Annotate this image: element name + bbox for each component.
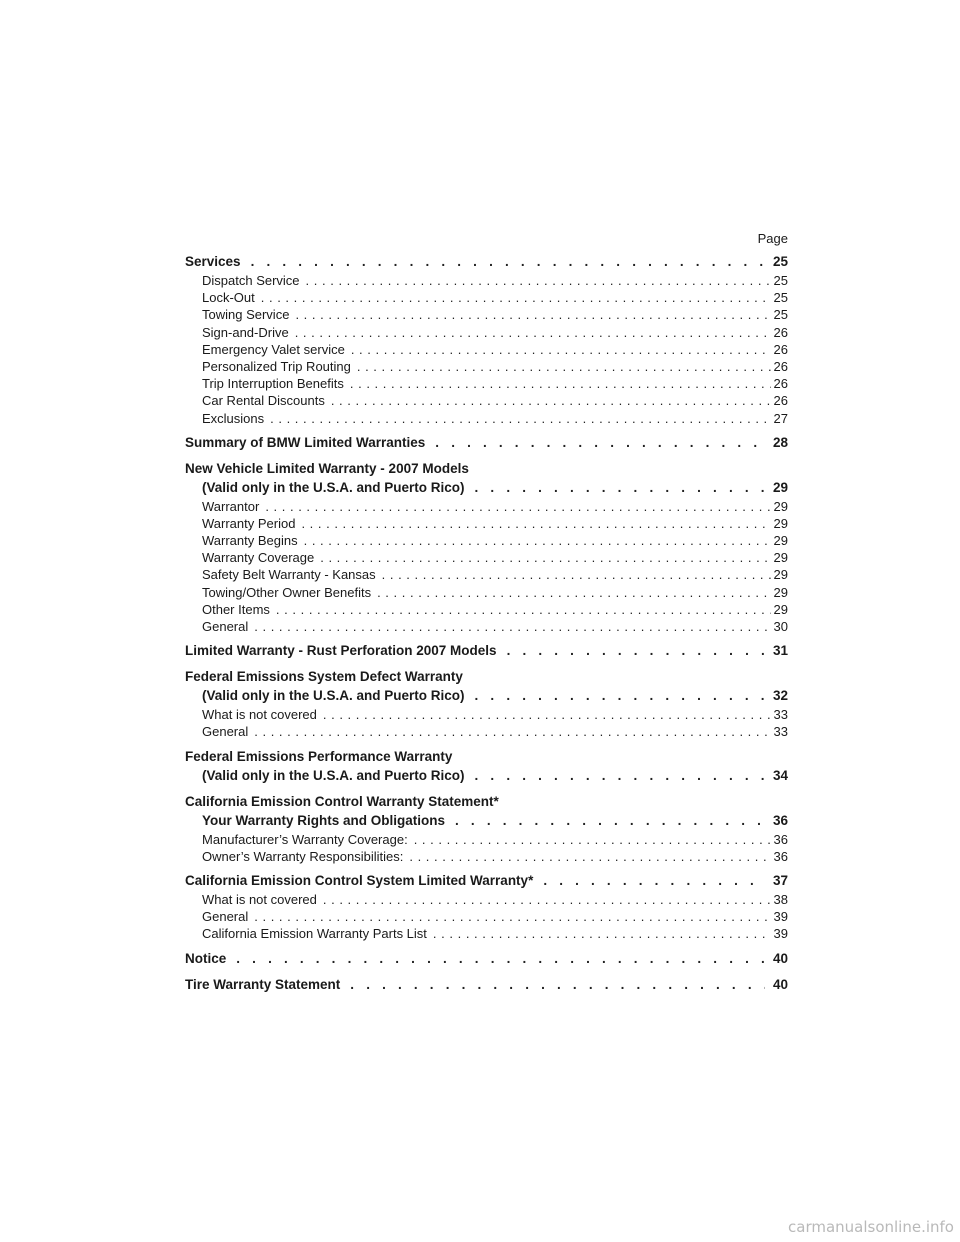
toc-subentry-title: General [202,619,249,634]
toc-page-number: 33 [773,724,788,740]
toc-subentry[interactable] [185,516,788,533]
dot-leader [475,688,765,703]
toc-entry-title: Tire Warranty Statement [185,976,341,992]
toc-subentry-title: What is not covered [202,891,317,907]
toc-subentry-title: Sign-and-Drive [202,324,289,340]
toc-page-number: 25 [773,307,788,323]
toc-entry-title: Your Warranty Rights and Obligations [202,812,446,828]
dot-leader [435,435,765,450]
dot-leader [433,926,771,941]
toc-page-number: 40 [772,976,788,992]
table-of-contents [185,254,788,996]
toc-entry-services[interactable] [185,254,788,273]
toc-entry-california-system[interactable] [185,873,788,892]
toc-page-number: 29 [773,515,788,531]
toc-subentry[interactable] [185,567,788,584]
dot-leader [414,832,771,847]
toc-page-number: 28 [772,434,788,450]
dot-leader [254,909,770,924]
toc-entry-title: (Valid only in the U.S.A. and Puerto Rico) [202,479,465,495]
toc-page-number: 29 [773,601,788,617]
toc-subentry-title: Exclusions [202,410,265,426]
toc-subentry-title: Warranty Coverage [202,550,315,566]
toc-subentry[interactable] [185,909,788,926]
toc-subentry[interactable] [185,393,788,410]
toc-entry-federal-defect[interactable] [185,688,788,707]
toc-subentry-title: Towing Service [202,307,290,323]
toc-page-number: 36 [773,848,788,864]
toc-page-number: 33 [773,707,788,723]
toc-page-number: 25 [773,290,788,306]
toc-subentry[interactable] [185,325,788,342]
toc-subentry-title: Trip Interruption Benefits [202,376,344,392]
toc-page-number: 27 [773,410,788,426]
toc-subentry-title: General [202,909,249,925]
dot-leader [323,707,771,722]
toc-page-number: 26 [773,341,788,357]
toc-entry-tire-warranty[interactable] [185,977,788,996]
dot-leader [276,602,771,617]
dot-leader [350,376,771,391]
toc-page-number: 39 [773,926,788,942]
toc-entry-title: (Valid only in the U.S.A. and Puerto Rico) [202,688,465,704]
toc-page-number: 29 [773,584,788,600]
page-column-label: Page [757,231,788,246]
toc-subentry[interactable] [185,724,788,741]
toc-page-number: 25 [773,273,788,288]
toc-page-number: 26 [773,393,788,409]
toc-entry-title: Notice [185,950,227,966]
dot-leader [507,643,765,658]
toc-page-number: 32 [772,688,788,704]
dot-leader [377,585,770,600]
toc-page-number: 29 [773,567,788,583]
dot-leader [270,411,770,426]
toc-page-number: 36 [772,812,788,828]
toc-page-number: 30 [773,619,788,634]
toc-subentry-title: Safety Belt Warranty - Kansas [202,567,376,583]
toc-entry-rust-perforation[interactable] [185,643,788,662]
section-gap [185,944,788,951]
dot-leader [304,533,771,548]
toc-page-number: 31 [772,643,788,659]
section-gap [185,742,788,749]
section-gap [185,454,788,461]
dot-leader [350,977,765,992]
toc-entry-title: (Valid only in the U.S.A. and Puerto Rico) [202,767,465,783]
dot-leader [475,480,765,495]
toc-subentry[interactable] [185,550,788,567]
dot-leader [475,768,765,783]
toc-entry-federal-defect-heading: Federal Emissions System Defect Warranty [185,669,463,685]
toc-page-number: 29 [773,550,788,566]
dot-leader [295,307,770,322]
toc-entry-federal-performance-heading: Federal Emissions Performance Warranty [185,748,453,764]
dot-leader [301,516,770,531]
toc-page-number: 38 [773,891,788,907]
toc-subentry[interactable] [185,359,788,376]
toc-subentry[interactable] [185,307,788,324]
dot-leader [265,499,770,514]
toc-subentry-title: Warranty Period [202,515,296,531]
toc-subentry[interactable] [185,619,788,636]
toc-subentry[interactable] [185,376,788,393]
toc-page-number: 40 [772,950,788,966]
toc-subentry-title: Car Rental Discounts [202,393,325,409]
dot-leader [357,359,771,374]
section-gap [185,428,788,435]
toc-page-number: 29 [773,498,788,514]
toc-entry-summary[interactable] [185,435,788,454]
dot-leader [254,619,770,634]
toc-subentry[interactable] [185,832,788,849]
toc-subentry-title: Emergency Valet service [202,341,345,357]
toc-subentry-title: Manufacturer’s Warranty Coverage: [202,831,408,847]
toc-page-number: 25 [772,254,788,269]
dot-leader [236,951,765,966]
toc-subentry-title: Towing/Other Owner Benefits [202,584,372,600]
toc-entry-title: Summary of BMW Limited Warranties [185,434,426,450]
toc-subentry-title: Warranty Begins [202,533,298,549]
toc-entry-federal-performance[interactable] [185,768,788,787]
section-gap [185,662,788,669]
toc-subentry-title: What is not covered [202,707,317,723]
section-gap [185,787,788,794]
toc-entry-notice[interactable] [185,951,788,970]
toc-subentry[interactable] [185,707,788,724]
dot-leader [323,892,771,907]
toc-page-number: 29 [772,479,788,495]
toc-page-number: 26 [773,358,788,374]
toc-page-number: 39 [773,909,788,925]
toc-page-number: 36 [773,831,788,847]
toc-subentry[interactable] [185,499,788,516]
toc-entry-california-statement-heading: California Emission Control Warranty Statement* [185,793,499,809]
dot-leader [331,393,771,408]
dot-leader [251,254,765,269]
toc-subentry[interactable] [185,585,788,602]
toc-subentry[interactable] [185,411,788,428]
section-gap [185,636,788,643]
toc-subentry[interactable] [185,892,788,909]
toc-page-number: 34 [772,767,788,783]
toc-subentry-title: Warrantor [202,498,260,514]
toc-subentry-title: Lock-Out [202,290,255,306]
toc-subentry[interactable] [185,926,788,943]
dot-leader [351,342,771,357]
toc-subentry[interactable] [185,533,788,550]
toc-subentry[interactable] [185,290,788,307]
dot-leader [543,873,765,888]
toc-subentry-title: Other Items [202,601,270,617]
toc-subentry-title: Dispatch Service [202,273,300,288]
dot-leader [306,273,771,288]
toc-entry-title: California Emission Control System Limited Warranty* [185,872,534,888]
toc-entry-california-statement[interactable] [185,813,788,832]
dot-leader [409,849,770,864]
toc-subentry-title: California Emission Warranty Parts List [202,926,427,942]
toc-entry-new-vehicle[interactable] [185,480,788,499]
dot-leader [254,724,770,739]
toc-page-number: 37 [772,872,788,888]
toc-subentry[interactable] [185,273,788,290]
toc-entry-title: Limited Warranty - Rust Perforation 2007 Models [185,643,497,659]
toc-page-number: 29 [773,533,788,549]
toc-subentry-title: General [202,724,249,740]
dot-leader [455,813,765,828]
dot-leader [320,550,770,565]
toc-entry-title: Services [185,254,241,269]
section-gap [185,866,788,873]
dot-leader [261,290,771,305]
toc-page-number: 26 [773,376,788,392]
toc-entry-new-vehicle-heading: New Vehicle Limited Warranty - 2007 Models [185,460,469,476]
toc-subentry[interactable] [185,602,788,619]
dot-leader [295,325,771,340]
toc-subentry[interactable] [185,342,788,359]
dot-leader [382,567,771,582]
watermark-text: carmanualsonline.info [788,1218,954,1236]
toc-page-number: 26 [773,324,788,340]
toc-subentry-title: Owner’s Warranty Responsibilities: [202,848,404,864]
section-gap [185,970,788,977]
toc-subentry-title: Personalized Trip Routing [202,358,351,374]
toc-subentry[interactable] [185,849,788,866]
